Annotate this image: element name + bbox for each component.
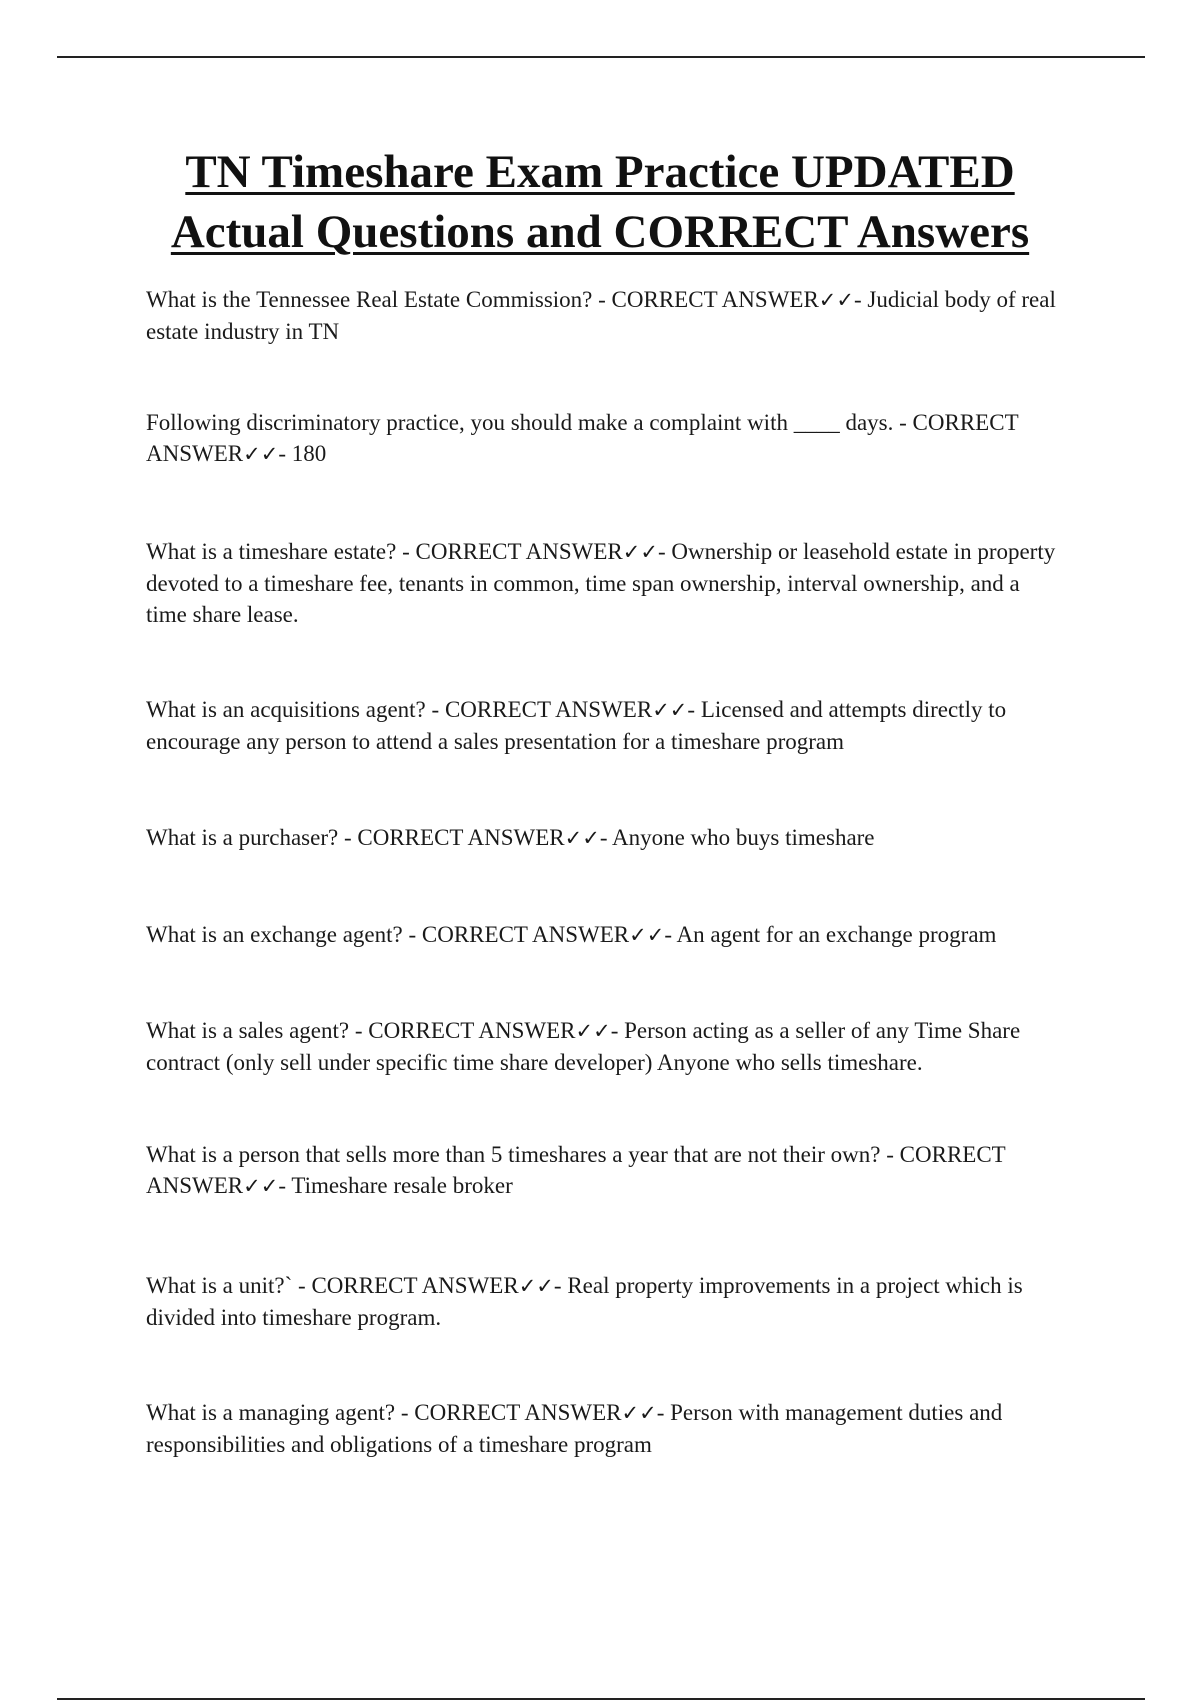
qa-item: [146, 1270, 1056, 1333]
answer-text: Person acting as a seller of any Time Share contract (only sell under specific time share developer) Anyone who sells timeshare.: [146, 1018, 1021, 1075]
question-text: What is a sales agent?: [146, 1018, 350, 1043]
answer-dash: -: [687, 697, 701, 722]
title-line-2: Actual Questions and CORRECT Answers: [170, 206, 1030, 258]
check-mark-icon: ✓✓: [518, 1274, 554, 1298]
qa-item: [146, 1015, 1056, 1078]
qa-item: [146, 407, 1056, 470]
answer-label: CORRECT ANSWER: [311, 1273, 519, 1298]
question-text: Following discriminatory practice, you should make a complaint with ____ days.: [146, 410, 894, 435]
question-text: What is a unit?`: [146, 1273, 293, 1298]
answer-label: CORRECT ANSWER: [414, 1400, 622, 1425]
answer-text: 180: [291, 441, 327, 466]
qa-item: [146, 536, 1056, 630]
answer-label: CORRECT ANSWER: [415, 539, 623, 564]
check-mark-icon: ✓✓: [575, 1019, 611, 1043]
answer-dash: -: [599, 825, 612, 850]
separator: -: [893, 410, 913, 435]
check-mark-icon: ✓✓: [818, 288, 854, 312]
separator: -: [425, 697, 445, 722]
answer-text: Anyone who buys timeshare: [611, 825, 875, 850]
answer-dash: -: [657, 539, 672, 564]
check-mark-icon: ✓✓: [564, 826, 600, 850]
check-mark-icon: ✓✓: [621, 1401, 657, 1425]
separator: -: [338, 825, 358, 850]
answer-dash: -: [553, 1273, 568, 1298]
question-text: What is an exchange agent?: [146, 922, 403, 947]
qa-item: [146, 694, 1056, 757]
question-text: What is an acquisitions agent?: [146, 697, 426, 722]
answer-text: An agent for an exchange program: [676, 922, 997, 947]
separator: -: [402, 922, 422, 947]
question-text: What is a managing agent?: [146, 1400, 396, 1425]
answer-label: CORRECT ANSWER: [368, 1018, 576, 1043]
check-mark-icon: ✓✓: [243, 1174, 279, 1198]
answer-label: CORRECT ANSWER: [146, 410, 1019, 466]
answer-text: Ownership or leasehold estate in property devoted to a timeshare fee, tenants in common, time span ownership, interval ownership, and a time share lease.: [146, 539, 1056, 627]
check-mark-icon: ✓✓: [652, 698, 688, 722]
answer-label: CORRECT ANSWER: [357, 825, 565, 850]
answer-dash: -: [278, 1173, 292, 1198]
separator: -: [292, 1273, 312, 1298]
separator: -: [395, 1400, 415, 1425]
answer-dash: -: [278, 441, 292, 466]
qa-item: [146, 1139, 1056, 1202]
answer-text: Timeshare resale broker: [291, 1173, 513, 1198]
qa-item: [146, 1397, 1056, 1460]
question-text: What is a timeshare estate?: [146, 539, 397, 564]
question-text: What is a purchaser?: [146, 825, 339, 850]
answer-label: CORRECT ANSWER: [146, 1142, 1006, 1198]
separator: -: [880, 1142, 900, 1167]
answer-dash: -: [656, 1400, 671, 1425]
answer-text: Person with management duties and responsibilities and obligations of a timeshare program: [146, 1400, 1003, 1457]
answer-label: CORRECT ANSWER: [444, 697, 653, 722]
check-mark-icon: ✓✓: [243, 442, 279, 466]
answer-dash: -: [610, 1018, 625, 1043]
check-mark-icon: ✓✓: [629, 923, 665, 947]
separator: -: [349, 1018, 369, 1043]
answer-label: CORRECT ANSWER: [611, 287, 819, 312]
answer-text: Licensed and attempts directly to encourage any person to attend a sales presentation for a timeshare program: [146, 697, 1007, 754]
answer-dash: -: [854, 287, 868, 312]
check-mark-icon: ✓✓: [622, 540, 658, 564]
separator: -: [396, 539, 416, 564]
answer-text: Judicial body of real estate industry in TN: [146, 287, 1056, 344]
separator: -: [592, 287, 612, 312]
qa-item: [146, 284, 1056, 347]
title-line-1: TN Timeshare Exam Practice UPDATED: [185, 146, 1015, 198]
qa-item: [146, 919, 1056, 951]
answer-label: CORRECT ANSWER: [421, 922, 630, 947]
question-text: What is the Tennessee Real Estate Commission?: [146, 287, 593, 312]
question-text: What is a person that sells more than 5 timeshares a year that are not their own?: [146, 1142, 881, 1167]
answer-text: Real property improvements in a project which is divided into timeshare program.: [146, 1273, 1023, 1330]
answer-dash: -: [664, 922, 677, 947]
qa-item: [146, 822, 1056, 854]
